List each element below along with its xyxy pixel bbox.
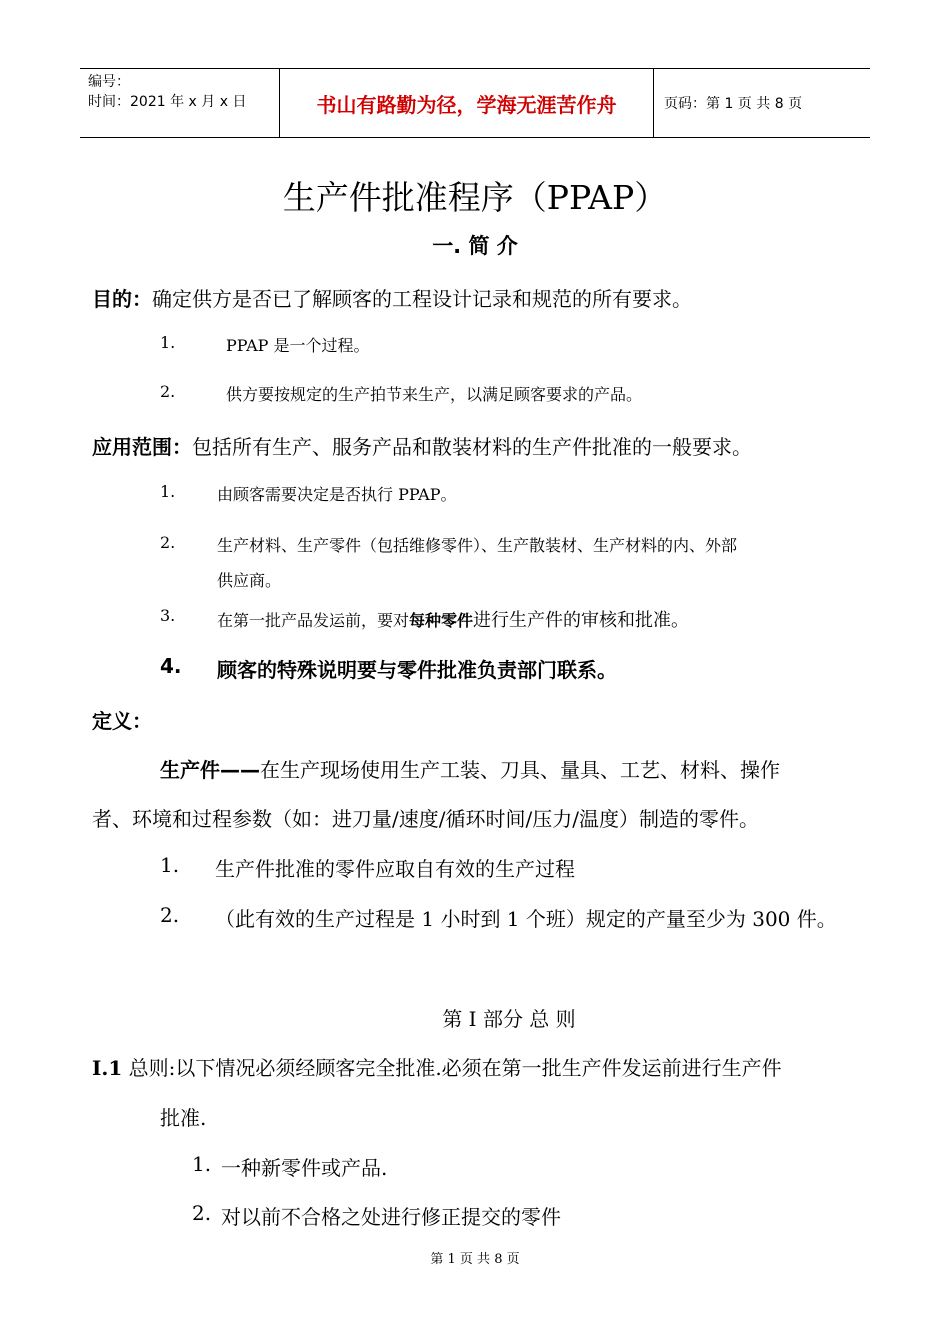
general-item-text: 对以前不合格之处进行修正提交的零件	[221, 1205, 561, 1229]
time-label: 时间：2021 年 x 月 x 日	[88, 94, 247, 110]
definition-label: 定义：	[92, 709, 152, 733]
scope-paragraph	[92, 431, 752, 460]
definition-item-num: 2.	[160, 903, 180, 927]
general-item-num: 1.	[192, 1152, 212, 1176]
document-title: 生产件批准程序（PPAP）	[282, 178, 668, 217]
purpose-item-text: PPAP 是一个过程。	[226, 336, 370, 355]
header-meta	[80, 69, 280, 137]
section-heading: 第 I 部分 总 则	[442, 1007, 576, 1031]
general-label: I.1	[92, 1056, 123, 1080]
section-intro-heading: 一. 简 介	[432, 234, 518, 258]
purpose-item-text: 供方要按规定的生产拍节来生产，以满足顾客要求的产品。	[226, 385, 643, 404]
header-motto: 书山有路勤为径，学海无涯苦作舟	[280, 69, 654, 137]
header-page-label: 页码：第 1 页 共 8 页	[664, 96, 803, 112]
purpose-text: 确定供方是否已了解顾客的工程设计记录和规范的所有要求。	[152, 287, 692, 311]
scope-item-text	[217, 606, 689, 632]
definition-item-text: （此有效的生产过程是 1 小时到 1 个班）规定的产量至少为 300 件。	[215, 907, 837, 931]
header-table	[80, 68, 870, 138]
scope-item-text-c: 进行生产件的审核和批准。	[473, 610, 690, 631]
scope-item-num: 2.	[160, 533, 176, 552]
scope-item-text-a: 在第一批产品发运前，要对	[217, 611, 410, 630]
number-label: 编号：	[88, 74, 130, 90]
scope-item-num: 1.	[160, 482, 176, 501]
definition-paragraph	[160, 754, 780, 783]
definition-text: 在生产现场使用生产工装、刀具、量具、工艺、材料、操作	[260, 758, 780, 782]
scope-item-num: 3.	[160, 606, 176, 625]
general-paragraph	[92, 1052, 782, 1081]
scope-item-text: 由顾客需要决定是否执行 PPAP。	[217, 485, 457, 504]
purpose-item-num: 1.	[160, 333, 176, 352]
scope-item-num: 4.	[160, 654, 182, 678]
definition-text-cont: 者、环境和过程参数（如：进刀量/速度/循环时间/压力/温度）制造的零件。	[92, 807, 759, 831]
general-item-text: 一种新零件或产品.	[221, 1156, 388, 1180]
definition-term: 生产件——	[160, 758, 260, 782]
general-item-num: 2.	[192, 1201, 212, 1225]
general-text: 总则:以下情况必须经顾客完全批准.必须在第一批生产件发运前进行生产件	[122, 1056, 782, 1080]
scope-text: 包括所有生产、服务产品和散装材料的生产件批准的一般要求。	[192, 435, 752, 459]
scope-item-text: 生产材料、生产零件（包括维修零件）、生产散装材、生产材料的内、外部	[217, 536, 738, 555]
scope-label: 应用范围：	[92, 435, 192, 459]
scope-item-text: 顾客的特殊说明要与零件批准负责部门联系。	[217, 658, 617, 682]
definition-item-num: 1.	[160, 853, 180, 877]
general-text-cont: 批准.	[160, 1106, 207, 1130]
scope-item-text-bold: 每种零件	[409, 611, 474, 630]
purpose-item-num: 2.	[160, 382, 176, 401]
page-footer: 第 1 页 共 8 页	[430, 1252, 520, 1267]
definition-item-text: 生产件批准的零件应取自有效的生产过程	[215, 857, 575, 881]
purpose-label: 目的：	[92, 287, 152, 311]
purpose-paragraph	[92, 283, 692, 312]
scope-item-text-cont: 供应商。	[217, 571, 282, 590]
